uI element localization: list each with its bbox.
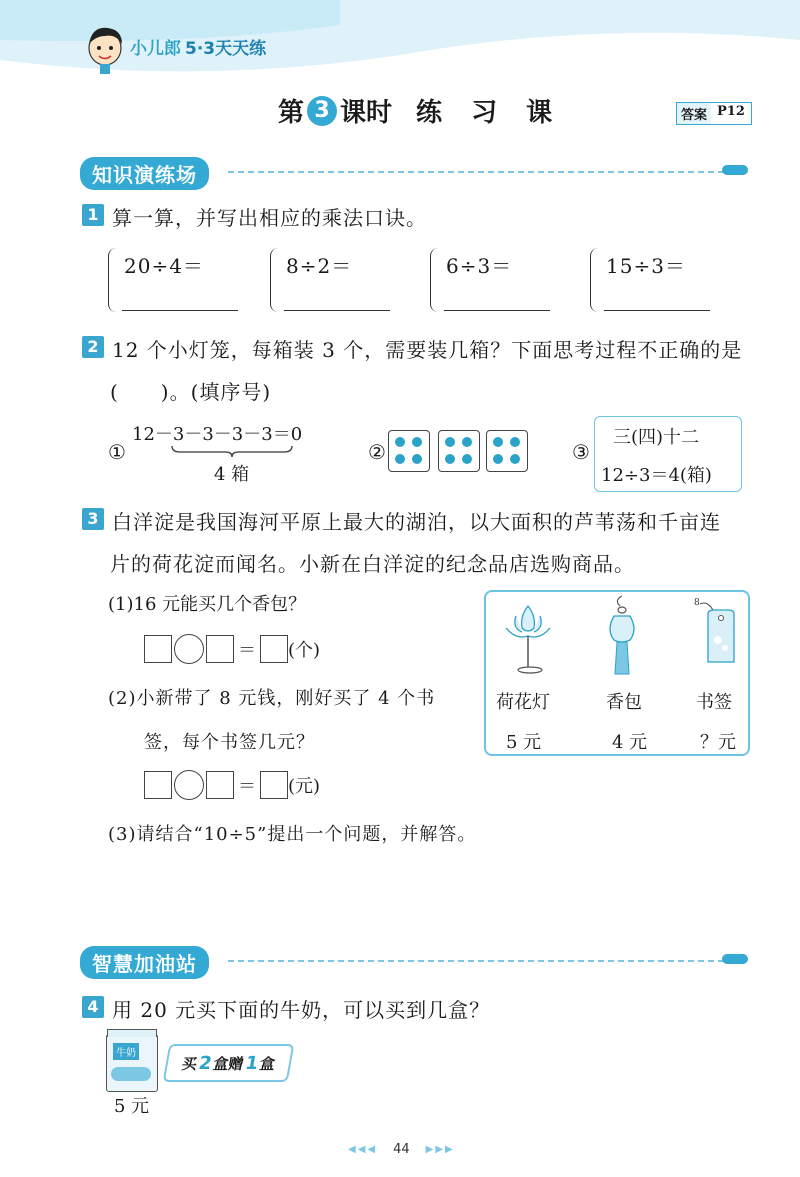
answer-box[interactable] [260, 771, 288, 799]
promo-middle: 盒赠 [211, 1054, 246, 1073]
q1-answer-blank-2[interactable] [284, 310, 390, 311]
item-price-lotus-lamp: 5 元 [506, 732, 542, 753]
title-name: 练 习 课 [416, 98, 563, 128]
q2-prompt-line2: ( )。(填序号) [110, 380, 272, 404]
q1-item-1 [108, 248, 238, 314]
answer-box[interactable] [144, 771, 172, 799]
item-price-sachet: 4 元 [612, 732, 648, 753]
pencil-icon [722, 954, 748, 964]
item-name-sachet: 香包 [606, 692, 642, 713]
q3-sub2-equation [144, 770, 320, 800]
series-text: 5·3天天练 [185, 39, 267, 59]
q2-option1-result: 4 箱 [214, 464, 250, 485]
unit-label: (元) [288, 776, 321, 797]
lotus-lamp-icon [500, 598, 556, 676]
q2-option1-expression: 12－3－3－3－3＝0 [132, 424, 303, 445]
item-name-lotus-lamp: 荷花灯 [496, 692, 550, 713]
title-prefix: 第 [278, 98, 305, 128]
dice-2 [438, 430, 480, 472]
operator-circle[interactable] [174, 770, 204, 800]
q1-prompt: 算一算，并写出相应的乘法口诀。 [112, 206, 427, 230]
dice-3 [486, 430, 528, 472]
equals-sign: ＝ [238, 640, 256, 661]
q2-option1-marker: ① [108, 440, 127, 464]
section-divider [228, 171, 724, 173]
q2-option3-marker: ③ [572, 440, 591, 464]
dice-group [388, 430, 538, 474]
q1-item-2 [270, 248, 400, 314]
footer-left-arrows: ◀◀◀ [348, 1144, 378, 1155]
milk-carton-icon [106, 1034, 158, 1092]
underbrace [170, 444, 294, 458]
q3-sub1: (1)16 元能买几个香包？ [108, 594, 307, 615]
q1-expression-4: 15÷3＝ [606, 254, 686, 278]
promo-number-2: 1 [243, 1052, 260, 1074]
section-divider [228, 960, 724, 962]
page-title [278, 92, 562, 129]
page-footer [348, 1142, 455, 1157]
q3-sub3: (3)请结合“10÷5”提出一个问题，并解答。 [108, 824, 477, 845]
dice-1 [388, 430, 430, 472]
answer-box[interactable] [144, 635, 172, 663]
answer-box[interactable] [206, 635, 234, 663]
promo-end: 盒 [258, 1054, 277, 1073]
answer-box[interactable] [260, 635, 288, 663]
section-title-challenge: 智慧加油站 [80, 946, 209, 979]
q1-expression-3: 6÷3＝ [446, 254, 513, 278]
promo-buy: 买 [180, 1054, 199, 1073]
q1-item-4 [590, 248, 720, 314]
q2-option3-box [594, 416, 742, 492]
answer-reference[interactable] [676, 102, 752, 125]
q3-sub2-line2: 签，每个书签几元？ [144, 732, 315, 753]
q2-option3-line2: 12÷3＝4(箱) [601, 465, 712, 486]
logo-text: 小儿郎 [130, 39, 181, 59]
bookmark-tag-number: 8 [694, 598, 700, 608]
question-number-2: 2 [82, 336, 104, 358]
q3-prompt-line1: 白洋淀是我国海河平原上最大的湖泊，以大面积的芦苇荡和千亩连 [112, 510, 721, 534]
q3-sub1-equation [144, 634, 320, 664]
footer-right-arrows: ▶▶▶ [425, 1144, 455, 1155]
question-number-4: 4 [82, 996, 104, 1018]
q2-prompt-line1: 12 个小灯笼，每箱装 3 个，需要装几箱？下面思考过程不正确的是 [112, 338, 743, 362]
section-title-practice: 知识演练场 [80, 157, 209, 190]
q1-answer-blank-4[interactable] [604, 310, 710, 311]
page-number: 44 [393, 1142, 410, 1157]
question-number-3: 3 [82, 508, 104, 530]
promo-number-1: 2 [197, 1052, 214, 1074]
answer-label: 答案 [677, 103, 711, 124]
q3-prompt-line2: 片的荷花淀而闻名。小新在白洋淀的纪念品店选购商品。 [110, 552, 635, 576]
q2-option3-line1: 三(四)十二 [613, 427, 700, 448]
sachet-icon [602, 594, 642, 680]
unit-label: (个) [288, 640, 321, 661]
item-price-bookmark: ？元 [700, 732, 736, 753]
q1-expression-2: 8÷2＝ [286, 254, 353, 278]
question-number-1: 1 [82, 204, 104, 226]
q3-sub2-line1: (2)小新带了 8 元钱，刚好买了 4 个书 [108, 688, 436, 709]
item-name-bookmark: 书签 [696, 692, 732, 713]
title-number-badge: 3 [307, 96, 337, 126]
bookmark-icon [698, 600, 738, 672]
title-suffix: 课时 [340, 98, 393, 128]
equals-sign: ＝ [238, 776, 256, 797]
pencil-icon [722, 165, 748, 175]
mascot-logo [82, 22, 128, 74]
milk-price: 5 元 [114, 1096, 150, 1117]
milk-label: 牛奶 [113, 1043, 139, 1060]
q4-prompt: 用 20 元买下面的牛奶，可以买到几盒？ [112, 998, 491, 1022]
answer-box[interactable] [206, 771, 234, 799]
promo-badge [163, 1044, 295, 1082]
q2-option2-marker: ② [368, 440, 387, 464]
answer-page: P12 [711, 103, 751, 124]
souvenir-shop-panel [484, 590, 750, 756]
q1-item-3 [430, 248, 560, 314]
operator-circle[interactable] [174, 634, 204, 664]
q1-expression-1: 20÷4＝ [124, 254, 204, 278]
q1-answer-blank-1[interactable] [122, 310, 238, 311]
q1-answer-blank-3[interactable] [444, 310, 550, 311]
